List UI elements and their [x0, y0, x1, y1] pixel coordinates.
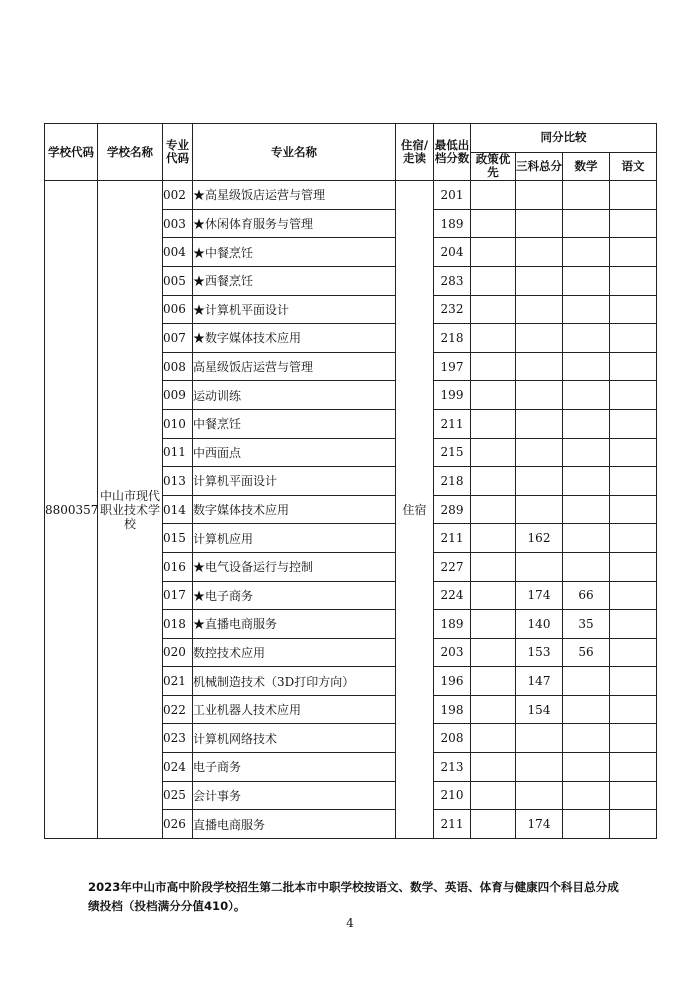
three-total-cell: 174: [516, 810, 563, 839]
header-major-code: 专业代码: [163, 124, 193, 181]
math-cell: [563, 266, 610, 295]
policy-cell: [471, 638, 516, 667]
chinese-cell: [610, 638, 657, 667]
major-code-cell: 020: [163, 638, 193, 667]
math-cell: [563, 724, 610, 753]
chinese-cell: [610, 381, 657, 410]
math-cell: [563, 467, 610, 496]
math-cell: [563, 552, 610, 581]
min-score-cell: 211: [434, 810, 471, 839]
math-cell: 35: [563, 610, 610, 639]
major-code-cell: 013: [163, 467, 193, 496]
policy-cell: [471, 238, 516, 267]
math-cell: [563, 495, 610, 524]
policy-cell: [471, 667, 516, 696]
table-body: [45, 181, 657, 839]
three-total-cell: [516, 266, 563, 295]
min-score-cell: 198: [434, 695, 471, 724]
policy-cell: [471, 552, 516, 581]
major-code-cell: 011: [163, 438, 193, 467]
policy-cell: [471, 781, 516, 810]
major-name-cell: ★中餐烹饪: [193, 238, 396, 267]
chinese-cell: [610, 810, 657, 839]
header-policy: 政策优先: [471, 152, 516, 181]
three-total-cell: [516, 381, 563, 410]
chinese-cell: [610, 724, 657, 753]
chinese-cell: [610, 524, 657, 553]
major-name-cell: 直播电商服务: [193, 810, 396, 839]
major-name-cell: 计算机平面设计: [193, 467, 396, 496]
policy-cell: [471, 352, 516, 381]
math-cell: [563, 238, 610, 267]
major-code-cell: 021: [163, 667, 193, 696]
chinese-cell: [610, 495, 657, 524]
major-code-cell: 022: [163, 695, 193, 724]
policy-cell: [471, 409, 516, 438]
math-cell: [563, 209, 610, 238]
math-cell: [563, 524, 610, 553]
policy-cell: [471, 610, 516, 639]
major-code-cell: 023: [163, 724, 193, 753]
policy-cell: [471, 209, 516, 238]
chinese-cell: [610, 209, 657, 238]
min-score-cell: 189: [434, 209, 471, 238]
policy-cell: [471, 524, 516, 553]
policy-cell: [471, 753, 516, 782]
chinese-cell: [610, 266, 657, 295]
major-code-cell: 025: [163, 781, 193, 810]
chinese-cell: [610, 409, 657, 438]
policy-cell: [471, 324, 516, 353]
three-total-cell: 147: [516, 667, 563, 696]
three-total-cell: [516, 467, 563, 496]
major-code-cell: 003: [163, 209, 193, 238]
policy-cell: [471, 810, 516, 839]
major-name-cell: ★电气设备运行与控制: [193, 552, 396, 581]
min-score-cell: 289: [434, 495, 471, 524]
major-name-cell: 工业机器人技术应用: [193, 695, 396, 724]
min-score-cell: 211: [434, 524, 471, 553]
three-total-cell: [516, 781, 563, 810]
min-score-cell: 197: [434, 352, 471, 381]
policy-cell: [471, 581, 516, 610]
math-cell: [563, 810, 610, 839]
three-total-cell: 140: [516, 610, 563, 639]
boarding-cell: 住宿: [396, 181, 434, 839]
min-score-cell: 204: [434, 238, 471, 267]
math-cell: [563, 667, 610, 696]
three-total-cell: [516, 181, 563, 210]
min-score-cell: 211: [434, 409, 471, 438]
major-name-cell: ★计算机平面设计: [193, 295, 396, 324]
header-three-total: 三科总分: [516, 152, 563, 181]
major-code-cell: 015: [163, 524, 193, 553]
school-name-cell: 中山市现代职业技术学校: [98, 181, 163, 839]
chinese-cell: [610, 581, 657, 610]
major-name-cell: 中西面点: [193, 438, 396, 467]
chinese-cell: [610, 324, 657, 353]
min-score-cell: 218: [434, 467, 471, 496]
math-cell: [563, 695, 610, 724]
three-total-cell: [516, 438, 563, 467]
major-name-cell: ★西餐烹饪: [193, 266, 396, 295]
major-name-cell: 机械制造技术（3D打印方向）: [193, 667, 396, 696]
math-cell: 66: [563, 581, 610, 610]
major-name-cell: ★数字媒体技术应用: [193, 324, 396, 353]
major-code-cell: 007: [163, 324, 193, 353]
min-score-cell: 210: [434, 781, 471, 810]
footnote: 2023年中山市高中阶段学校招生第二批本市中职学校按语文、数学、英语、体育与健康四个科目总分成绩投档（投档满分分值410）。: [88, 880, 619, 913]
math-cell: [563, 324, 610, 353]
min-score-cell: 232: [434, 295, 471, 324]
chinese-cell: [610, 467, 657, 496]
min-score-cell: 189: [434, 610, 471, 639]
chinese-cell: [610, 753, 657, 782]
major-name-cell: 数字媒体技术应用: [193, 495, 396, 524]
major-name-cell: ★休闲体育服务与管理: [193, 209, 396, 238]
header-school-code: 学校代码: [45, 124, 98, 181]
major-code-cell: 009: [163, 381, 193, 410]
major-code-cell: 008: [163, 352, 193, 381]
min-score-cell: 201: [434, 181, 471, 210]
major-code-cell: 005: [163, 266, 193, 295]
three-total-cell: [516, 552, 563, 581]
three-total-cell: [516, 409, 563, 438]
major-name-cell: 计算机应用: [193, 524, 396, 553]
min-score-cell: 215: [434, 438, 471, 467]
three-total-cell: [516, 295, 563, 324]
header-major-name: 专业名称: [193, 124, 396, 181]
min-score-cell: 218: [434, 324, 471, 353]
three-total-cell: 174: [516, 581, 563, 610]
chinese-cell: [610, 295, 657, 324]
min-score-cell: 283: [434, 266, 471, 295]
chinese-cell: [610, 552, 657, 581]
chinese-cell: [610, 352, 657, 381]
policy-cell: [471, 181, 516, 210]
major-name-cell: 高星级饭店运营与管理: [193, 352, 396, 381]
major-code-cell: 017: [163, 581, 193, 610]
min-score-cell: 196: [434, 667, 471, 696]
major-code-cell: 006: [163, 295, 193, 324]
major-name-cell: ★直播电商服务: [193, 610, 396, 639]
school-code-cell: 8800357: [45, 181, 98, 839]
chinese-cell: [610, 238, 657, 267]
header-school-name: 学校名称: [98, 124, 163, 181]
major-code-cell: 002: [163, 181, 193, 210]
three-total-cell: [516, 352, 563, 381]
page-number: 4: [346, 916, 354, 930]
three-total-cell: [516, 495, 563, 524]
policy-cell: [471, 495, 516, 524]
three-total-cell: [516, 209, 563, 238]
header-math: 数学: [563, 152, 610, 181]
math-cell: 56: [563, 638, 610, 667]
three-total-cell: [516, 724, 563, 753]
header-min-score: 最低出档分数: [434, 124, 471, 181]
policy-cell: [471, 467, 516, 496]
policy-cell: [471, 295, 516, 324]
header-compare: 同分比较: [471, 124, 657, 153]
three-total-cell: 153: [516, 638, 563, 667]
math-cell: [563, 409, 610, 438]
major-name-cell: 电子商务: [193, 753, 396, 782]
major-code-cell: 014: [163, 495, 193, 524]
chinese-cell: [610, 610, 657, 639]
chinese-cell: [610, 781, 657, 810]
major-name-cell: 中餐烹饪: [193, 409, 396, 438]
major-name-cell: 会计事务: [193, 781, 396, 810]
three-total-cell: 154: [516, 695, 563, 724]
header-chinese: 语文: [610, 152, 657, 181]
min-score-cell: 199: [434, 381, 471, 410]
policy-cell: [471, 438, 516, 467]
major-code-cell: 010: [163, 409, 193, 438]
min-score-cell: 213: [434, 753, 471, 782]
major-name-cell: 运动训练: [193, 381, 396, 410]
chinese-cell: [610, 438, 657, 467]
major-code-cell: 016: [163, 552, 193, 581]
major-code-cell: 004: [163, 238, 193, 267]
chinese-cell: [610, 695, 657, 724]
table-row: [45, 181, 657, 210]
major-code-cell: 018: [163, 610, 193, 639]
min-score-cell: 227: [434, 552, 471, 581]
math-cell: [563, 753, 610, 782]
chinese-cell: [610, 667, 657, 696]
math-cell: [563, 781, 610, 810]
min-score-cell: 208: [434, 724, 471, 753]
admission-table: [44, 123, 657, 839]
header-boarding: 住宿/走读: [396, 124, 434, 181]
math-cell: [563, 352, 610, 381]
policy-cell: [471, 695, 516, 724]
min-score-cell: 203: [434, 638, 471, 667]
three-total-cell: 162: [516, 524, 563, 553]
major-code-cell: 026: [163, 810, 193, 839]
math-cell: [563, 295, 610, 324]
math-cell: [563, 181, 610, 210]
policy-cell: [471, 266, 516, 295]
three-total-cell: [516, 753, 563, 782]
major-code-cell: 024: [163, 753, 193, 782]
three-total-cell: [516, 238, 563, 267]
math-cell: [563, 381, 610, 410]
table-header: [45, 124, 657, 181]
chinese-cell: [610, 181, 657, 210]
major-name-cell: 计算机网络技术: [193, 724, 396, 753]
min-score-cell: 224: [434, 581, 471, 610]
three-total-cell: [516, 324, 563, 353]
major-name-cell: ★高星级饭店运营与管理: [193, 181, 396, 210]
major-name-cell: 数控技术应用: [193, 638, 396, 667]
major-name-cell: ★电子商务: [193, 581, 396, 610]
policy-cell: [471, 381, 516, 410]
policy-cell: [471, 724, 516, 753]
math-cell: [563, 438, 610, 467]
